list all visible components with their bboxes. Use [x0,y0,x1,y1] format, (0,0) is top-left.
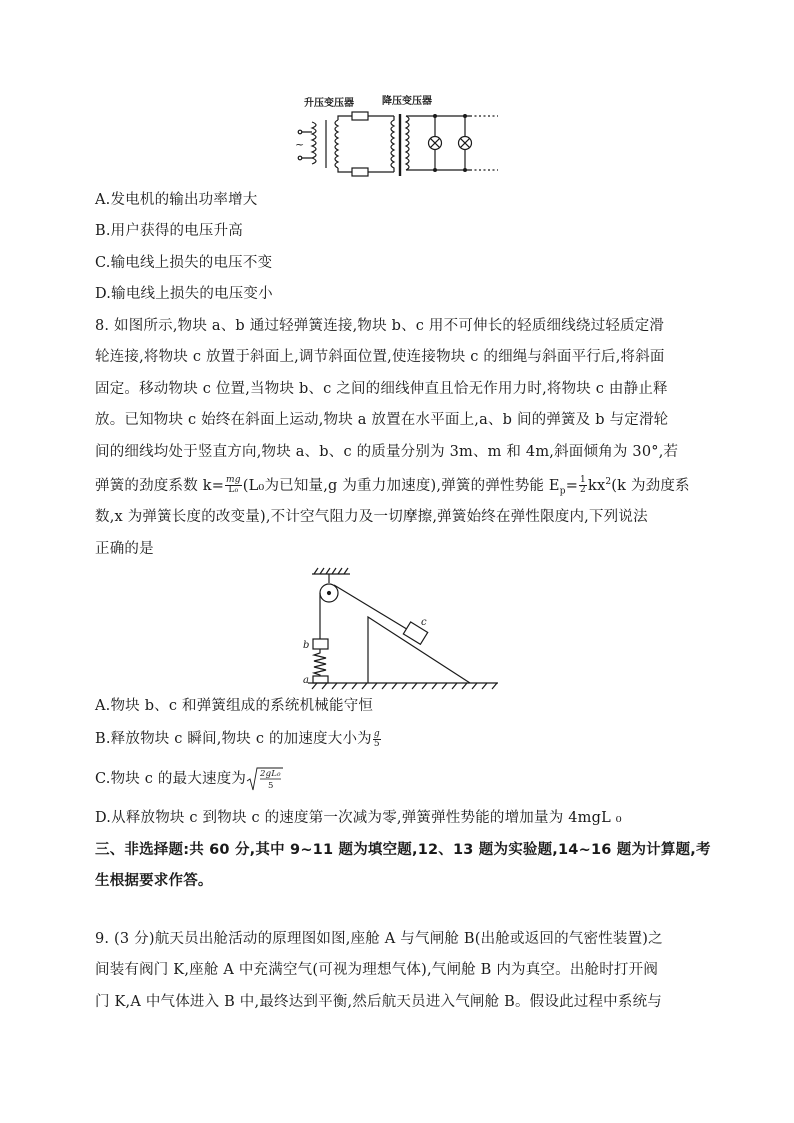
q7-option-a: A.发电机的输出功率增大 [95,192,258,208]
q8-stem-line: 数,x 为弹簧长度的改变量),不计空气阻力及一切摩擦,弹簧始终在弹性限度内,下列说法 [95,509,648,525]
q8-option-d: D.从释放物块 c 到物块 c 的速度第一次减为零,弹簧弹性势能的增加量为 4mgL ₀ [95,810,622,826]
ac-source-symbol: ~ [295,138,305,151]
q8-stem-line: 放。已知物块 c 始终在斜面上运动,物块 a 放置在水平面上,a、b 间的弹簧及 b 与定滑轮 [95,412,669,428]
acceleration-fraction: $\frac{g}{5}$ [373,728,380,749]
sqrt-expression [246,766,284,792]
step-down-transformer-label: 降压变压器 [382,96,432,107]
half-fraction: $\frac{1}{2}$ [580,475,586,496]
q8-option-b: B.释放物块 c 瞬间,物块 c 的加速度大小为 $\frac{g}{5}$ [95,728,380,749]
q8-stem-line: 轮连接,将物块 c 放置于斜面上,调节斜面位置,使连接物块 c 的细绳与斜面平行后,将斜面 [95,349,665,365]
section-heading: 生根据要求作答。 [95,873,213,889]
q8-stem-formula-line: 弹簧的劲度系数 k= $\frac{mg}{\text{L₀}}$ (L₀为已知量,g 为重力加速度),弹簧的弹性势能 $E_p=$ $\frac{1}{2}$ $kx^2(k$ 为劲度系 [95,475,690,497]
block-a-label: a [303,675,309,686]
q7-option-c: C.输电线上损失的电压不变 [95,255,273,271]
q8-stem-line: 固定。移动物块 c 位置,当物块 b、c 之间的细线伸直且恰无作用力时,将物块 c 由静止释 [95,381,668,397]
q9-stem-line: 9. (3 分)航天员出舱活动的原理图如图,座舱 A 与气闸舱 B(出舱或返回的气密性装置)之 [95,931,663,947]
sqrt-numerator: 2gL₀ [260,769,281,779]
section-heading: 三、非选择题:共 60 分,其中 9~11 题为填空题,12、13 题为实验题,14~16 题为计算题,考 [95,842,711,858]
sqrt-denominator: 5 [268,781,274,791]
q8-stem-line: 正确的是 [95,541,154,557]
block-c-label: c [421,617,427,628]
q9-stem-line: 间装有阀门 K,座舱 A 中充满空气(可视为理想气体),气闸舱 B 内为真空。出舱时打开阀 [95,962,659,978]
transformer-circuit-figure [290,90,505,185]
q7-option-d: D.输电线上损失的电压变小 [95,286,273,302]
formula-text: (L₀为已知量,g 为重力加速度),弹簧的弹性势能 E [242,477,560,494]
q8-stem-line: 间的细线均处于竖直方向,物块 a、b、c 的质量分别为 3m、m 和 4m,斜面倾角为 30°,若 [95,444,679,460]
q8-option-a: A.物块 b、c 和弹簧组成的系统机械能守恒 [95,698,374,714]
step-up-transformer-label: 升压变压器 [304,98,354,109]
pulley-incline-figure [298,565,503,690]
spring-constant-fraction: $\frac{mg}{\text{L₀}}$ [226,475,241,496]
q9-stem-line: 门 K,A 中气体进入 B 中,最终达到平衡,然后航天员进入气闸舱 B。假设此过程中系统与 [95,994,662,1010]
q8-stem-line: 8. 如图所示,物块 a、b 通过轻弹簧连接,物块 b、c 用不可伸长的轻质细线绕过轻质定滑 [95,318,665,334]
block-b-label: b [303,640,310,651]
q8-option-c: C.物块 c 的最大速度为 2gL₀ 5 [95,766,284,792]
formula-text: 弹簧的劲度系数 k= [95,477,225,494]
q7-option-b: B.用户获得的电压升高 [95,223,243,239]
